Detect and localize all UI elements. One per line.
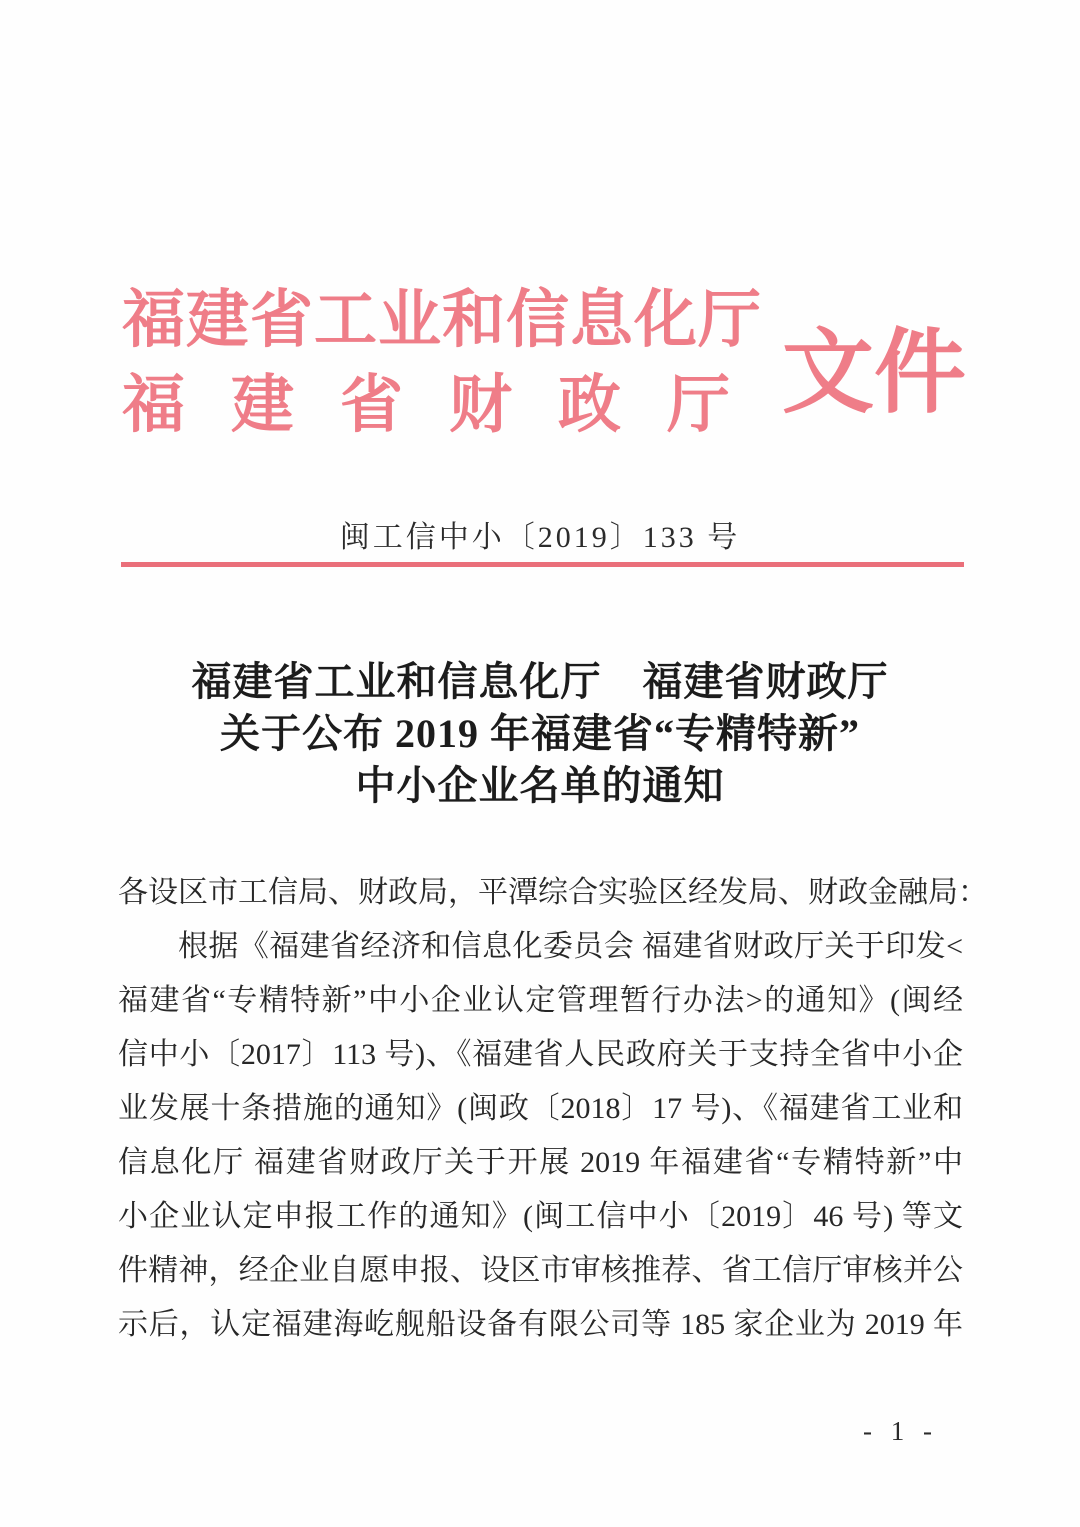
letterhead-agencies: [122, 278, 782, 448]
body-paragraph-line: 件精神，经企业自愿申报、设区市审核推荐、省工信厅审核并公: [118, 1254, 963, 1287]
body-paragraph-line: 福建省“专精特新”中小企业认定管理暂行办法>的通知》(闽经: [118, 984, 963, 1017]
doc-reference-number: 闽工信中小〔2019〕133 号: [339, 521, 741, 554]
document-body: [118, 866, 988, 1352]
body-paragraph-line: 业发展十条措施的通知》(闽政〔2018〕17 号)、《福建省工业和: [118, 1092, 963, 1125]
doc-type-label: 文件: [781, 322, 966, 424]
body-paragraph-line: 信息化厅 福建省财政厅关于开展 2019 年福建省“专精特新”中: [118, 1146, 963, 1179]
body-salutation: 各设区市工信局、财政局，平潭综合实验区经发局、财政金融局：: [118, 876, 988, 909]
title-line-2: 关于公布 2019 年福建省“专精特新”: [220, 711, 860, 756]
body-paragraph-line: 根据《福建省经济和信息化委员会 福建省财政厅关于印发<: [178, 930, 963, 963]
body-paragraph-line: 信中小〔2017〕113 号)、《福建省人民政府关于支持全省中小企: [118, 1038, 963, 1071]
title-line-3: 中小企业名单的通知: [355, 763, 725, 808]
letterhead: [122, 278, 966, 448]
page-number: - 1 -: [863, 1416, 938, 1446]
document-title: [118, 656, 962, 812]
red-divider-line: [121, 562, 964, 567]
body-paragraph-line: 小企业认定申报工作的通知》(闽工信中小〔2019〕46 号) 等文: [118, 1200, 963, 1233]
body-paragraph-line: 示后，认定福建海屹舰船设备有限公司等 185 家企业为 2019 年: [118, 1308, 963, 1341]
agency-name-industry-it: 福建省工业和信息化厅: [122, 285, 762, 355]
title-line-1: 福建省工业和信息化厅 福建省财政厅: [191, 659, 889, 704]
agency-name-finance: 福建省财政厅: [122, 370, 776, 440]
